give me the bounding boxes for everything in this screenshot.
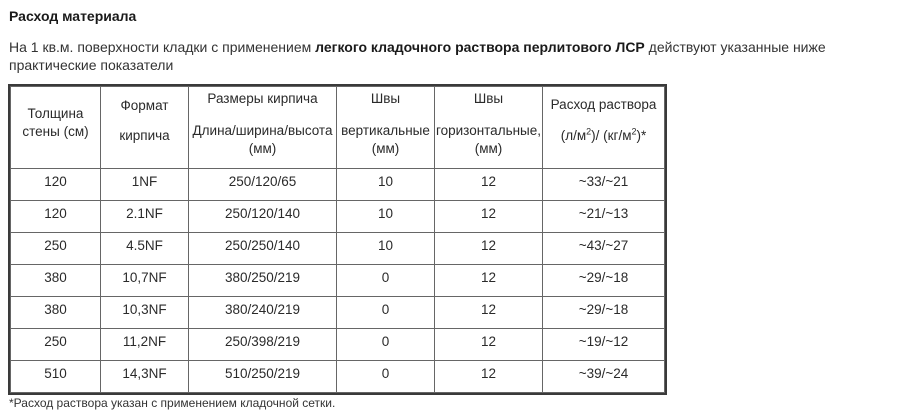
cell-vertical: 0 <box>337 297 435 329</box>
header-horizontal-line3: (мм) <box>474 141 503 156</box>
cell-thickness: 380 <box>11 297 101 329</box>
table-row <box>11 361 665 393</box>
header-thickness <box>11 87 101 169</box>
header-dimensions-line3: (мм) <box>248 141 277 156</box>
header-consumption-sup1: 2 <box>586 126 592 137</box>
header-consumption-unit <box>543 127 664 145</box>
table-row <box>11 265 665 297</box>
header-consumption-line1: Расход раствора <box>550 97 657 112</box>
cell-dimensions: 380/240/219 <box>189 297 337 329</box>
header-horizontal-joints <box>435 87 543 169</box>
cell-dimensions: 250/398/219 <box>189 329 337 361</box>
cell-thickness: 380 <box>11 265 101 297</box>
cell-vertical: 10 <box>337 201 435 233</box>
footnote: *Расход раствора указан с применением кладочной сетки. <box>9 396 336 410</box>
cell-format: 11,2NF <box>101 329 189 361</box>
cell-thickness: 250 <box>11 329 101 361</box>
intro-paragraph <box>9 38 904 74</box>
cell-vertical: 0 <box>337 265 435 297</box>
intro-text-bold: легкого кладочного раствора перлитового ЛСР <box>315 39 645 55</box>
cell-dimensions: 250/120/65 <box>189 169 337 201</box>
header-dimensions-line1: Размеры кирпича <box>207 91 318 106</box>
cell-dimensions: 250/250/140 <box>189 233 337 265</box>
cell-format: 14,3NF <box>101 361 189 393</box>
header-consumption-sup2: 2 <box>631 126 637 137</box>
header-thickness-line1: Толщина <box>27 106 84 121</box>
cell-consumption: ~39/~24 <box>543 361 665 393</box>
cell-format: 1NF <box>101 169 189 201</box>
intro-text-before: На 1 кв.м. поверхности кладки с применением <box>9 39 316 55</box>
page-title: Расход материала <box>9 8 137 24</box>
header-format <box>101 87 189 169</box>
cell-dimensions: 250/120/140 <box>189 201 337 233</box>
header-vertical-line2: вертикальные <box>341 123 430 138</box>
cell-vertical: 0 <box>337 361 435 393</box>
cell-consumption: ~21/~13 <box>543 201 665 233</box>
cell-vertical: 10 <box>337 169 435 201</box>
cell-horizontal: 12 <box>435 201 543 233</box>
table-row <box>11 169 665 201</box>
header-consumption-mid: )/ (кг/м <box>591 128 632 143</box>
header-consumption-unit1: (л/м <box>560 128 587 143</box>
cell-dimensions: 380/250/219 <box>189 265 337 297</box>
header-format-line2: кирпича <box>119 128 170 143</box>
cell-horizontal: 12 <box>435 297 543 329</box>
cell-thickness: 250 <box>11 233 101 265</box>
cell-format: 10,7NF <box>101 265 189 297</box>
header-vertical-line3: (мм) <box>371 141 400 156</box>
cell-thickness: 120 <box>11 201 101 233</box>
cell-consumption: ~43/~27 <box>543 233 665 265</box>
header-horizontal-line2: горизонтальные, <box>435 123 542 138</box>
table-row <box>11 297 665 329</box>
cell-consumption: ~33/~21 <box>543 169 665 201</box>
header-vertical-line1: Швы <box>370 91 401 106</box>
header-format-line1: Формат <box>120 98 169 113</box>
cell-consumption: ~29/~18 <box>543 265 665 297</box>
cell-horizontal: 12 <box>435 265 543 297</box>
header-horizontal-line1: Швы <box>473 91 504 106</box>
cell-horizontal: 12 <box>435 329 543 361</box>
header-consumption-end: )* <box>636 128 647 143</box>
cell-vertical: 10 <box>337 233 435 265</box>
table-row <box>11 201 665 233</box>
cell-horizontal: 12 <box>435 233 543 265</box>
cell-horizontal: 12 <box>435 361 543 393</box>
header-thickness-line2: стены (см) <box>22 124 89 139</box>
header-consumption <box>543 87 665 169</box>
cell-format: 4.5NF <box>101 233 189 265</box>
consumption-table <box>10 86 665 393</box>
intro-text-after: действуют указанные ниже практические показатели <box>9 39 826 73</box>
cell-vertical: 0 <box>337 329 435 361</box>
cell-format: 2.1NF <box>101 201 189 233</box>
table-row <box>11 329 665 361</box>
header-dimensions-line2: Длина/ширина/высота <box>192 123 333 138</box>
header-vertical-joints <box>337 87 435 169</box>
cell-thickness: 120 <box>11 169 101 201</box>
cell-format: 10,3NF <box>101 297 189 329</box>
table-header-row <box>11 87 665 169</box>
cell-thickness: 510 <box>11 361 101 393</box>
table-row <box>11 233 665 265</box>
cell-dimensions: 510/250/219 <box>189 361 337 393</box>
cell-consumption: ~29/~18 <box>543 297 665 329</box>
header-dimensions <box>189 87 337 169</box>
cell-consumption: ~19/~12 <box>543 329 665 361</box>
consumption-table-frame <box>8 84 667 395</box>
cell-horizontal: 12 <box>435 169 543 201</box>
